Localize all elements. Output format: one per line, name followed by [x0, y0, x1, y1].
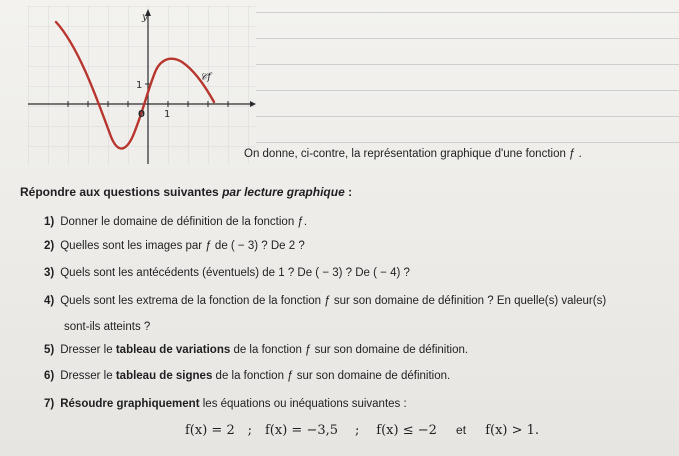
instructions-text: Répondre aux questions suivantes	[20, 185, 223, 199]
question-4-continued: sont-ils atteints ?	[64, 321, 151, 333]
ruling-line	[256, 38, 679, 39]
equations-line	[185, 423, 539, 438]
equation-2: f(x) = −3,5	[265, 423, 339, 438]
conjunction: et	[456, 423, 467, 437]
ruling-line	[256, 64, 679, 65]
ruling-line	[256, 116, 679, 117]
instructions-emphasis: par lecture graphique	[222, 185, 345, 199]
y-axis-label: y	[142, 12, 148, 23]
instructions	[20, 185, 352, 199]
y-tick-label: 1	[136, 80, 143, 91]
function-graph	[28, 6, 256, 164]
question-4: 4) Quels sont les extrema de la fonction de la fonction ƒ sur son domaine de définition ? En quelle(s) valeur(s)	[44, 295, 607, 307]
origin-label: 0	[138, 109, 145, 120]
question-6: 6) Dresser le tableau de signes de la fonction ƒ sur son domaine de définition.	[44, 370, 451, 382]
question-1: 1) Donner le domaine de définition de la fonction ƒ.	[44, 216, 308, 228]
inequation-4: f(x) > 1.	[485, 423, 540, 438]
equation-1: f(x) = 2	[185, 423, 235, 438]
question-3: 3) Quels sont les antécédents (éventuels) de 1 ? De ( − 3) ? De ( − 4) ?	[44, 267, 410, 279]
question-2: 2) Quelles sont les images par ƒ de ( − 3) ? De 2 ?	[44, 240, 305, 252]
graph-caption: On donne, ci-contre, la représentation graphique d'une fonction ƒ .	[244, 148, 582, 160]
inequation-3: f(x) ≤ −2	[376, 423, 437, 438]
separator: ;	[247, 423, 253, 438]
ruling-line	[256, 90, 679, 91]
x-tick-label: 1	[164, 109, 171, 120]
question-5: 5) Dresser le tableau de variations de la fonction ƒ sur son domaine de définition.	[44, 344, 469, 356]
curve-label: 𝒞f	[200, 72, 211, 83]
ruling-line	[256, 142, 679, 143]
instructions-suffix: :	[344, 185, 353, 199]
separator: ;	[354, 423, 360, 438]
question-7: 7) Résoudre graphiquement les équations ou inéquations suivantes :	[44, 398, 407, 410]
ruling-line	[256, 12, 679, 13]
